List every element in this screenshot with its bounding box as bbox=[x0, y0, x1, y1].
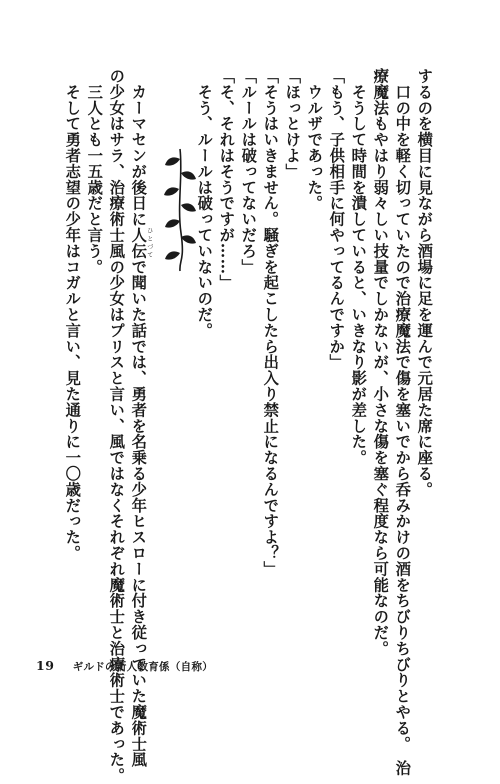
text-column-14: 三人とも一五歳だと言う。 bbox=[85, 68, 104, 275]
page-footer bbox=[36, 658, 213, 674]
text-column-8: 「そうはいきません。騒ぎを起こしたら出入り禁止になるんですよ？」 bbox=[261, 68, 280, 577]
running-title: ギルドの新人教育係（自称） bbox=[72, 661, 214, 673]
text-segment-after-ruby: 話では、勇者を名乗る少年ヒスローに付き従っていた魔術士風 bbox=[129, 322, 148, 768]
text-column-3: 療魔法もやはり弱々しい技量でしかないが、小さな傷を塞ぐ程度なら可能なのだ。 bbox=[371, 68, 390, 657]
text-column-5: 「もう、子供相手に何やってるんですか」 bbox=[327, 68, 346, 371]
text-column-2: 口の中を軽く切っていたので治療魔法で傷を塞いでから呑みかけの酒をちびりちびりとやる。 治 bbox=[393, 68, 412, 776]
ruby-base: 人伝 bbox=[129, 227, 148, 259]
text-column-7: 「ほっとけよ」 bbox=[283, 68, 302, 180]
text-column-11: そう、ルールは破っていないのだ。 bbox=[195, 68, 214, 339]
text-column-15: そして勇者志望の少年はコガルと言い、見た通りに一〇歳だった。 bbox=[63, 68, 82, 561]
ruby-annotation bbox=[129, 227, 153, 259]
text-column-6: ウルザであった。 bbox=[305, 68, 324, 212]
text-column-13: の少女はサラ、治療術士風の少女はプリスと言い、風ではなくそれぞれ魔術士と治療術士であった。 bbox=[107, 68, 126, 784]
text-column-4: そうして時間を潰していると、いきなり影が差した。 bbox=[349, 68, 368, 466]
ruby-reading: ひとづて bbox=[145, 227, 153, 259]
vine-ornament-icon bbox=[158, 145, 202, 275]
text-column-9: 「ルールは破ってないだろ」 bbox=[239, 68, 258, 275]
text-column-10: 「そ、それはそうですが……」 bbox=[217, 68, 236, 291]
text-segment-before-ruby: カーマセンが後日に bbox=[129, 68, 148, 227]
ruby-base-rest: で聞いた bbox=[129, 258, 148, 323]
text-column-1: するのを横目に見ながら酒場に足を運んで元居た席に座る。 bbox=[415, 68, 434, 498]
page-number: 19 bbox=[36, 658, 55, 673]
